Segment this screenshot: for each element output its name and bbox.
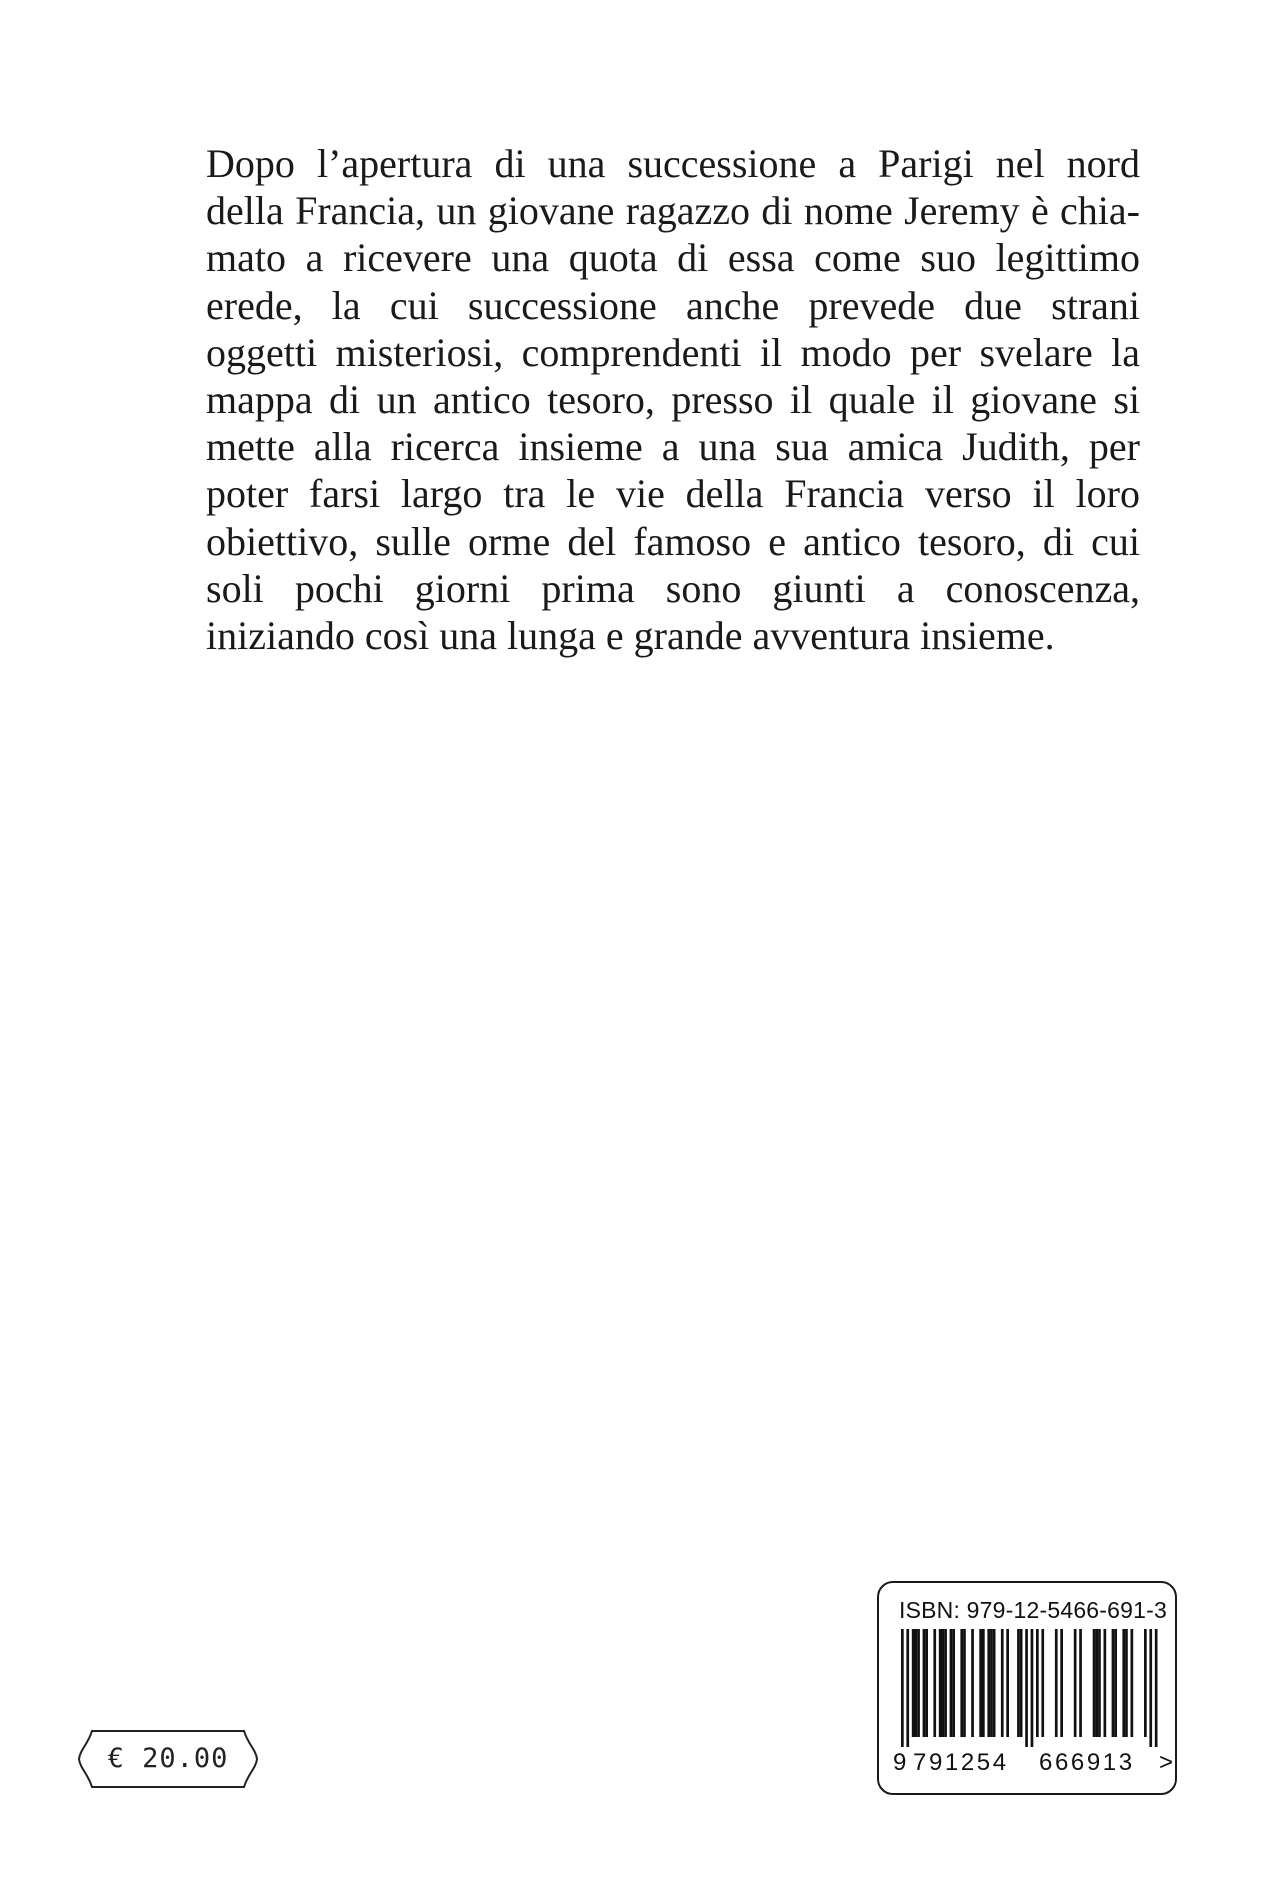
barcode-bar bbox=[1074, 1629, 1077, 1737]
barcode-bar bbox=[1095, 1629, 1098, 1737]
barcode-bar bbox=[960, 1629, 963, 1737]
barcode-digits-left: 791254 bbox=[913, 1749, 1009, 1776]
barcode-bar bbox=[952, 1629, 955, 1737]
blurb-line: iniziando così una lunga e grande avventura insieme. bbox=[206, 613, 1055, 659]
barcode-bar bbox=[1104, 1629, 1107, 1737]
barcode-bar bbox=[1093, 1629, 1096, 1737]
barcode-bar bbox=[987, 1629, 990, 1737]
barcode-bar bbox=[1144, 1629, 1147, 1737]
barcode-bar bbox=[939, 1629, 942, 1737]
barcode-bar bbox=[1020, 1629, 1023, 1737]
barcode-bar bbox=[917, 1629, 920, 1737]
barcode-digits bbox=[893, 1749, 1177, 1777]
barcode-bar bbox=[963, 1629, 966, 1737]
price-label: € 20.00 bbox=[107, 1743, 229, 1774]
barcode-bar bbox=[906, 1629, 909, 1747]
price-tag bbox=[78, 1730, 258, 1788]
barcode-bar bbox=[1017, 1629, 1020, 1737]
blurb-line: della Francia, un giovane ragazzo di nome Jeremy è chia- bbox=[206, 188, 1140, 234]
barcode-bar bbox=[1055, 1629, 1058, 1737]
blurb-line: mato a ricevere una quota di essa come suo legittimo bbox=[206, 235, 1140, 281]
isbn-label: ISBN: 979-12-5466-691-3 bbox=[899, 1597, 1167, 1623]
blurb-line: poter farsi largo tra le vie della Francia verso il loro bbox=[206, 471, 1140, 517]
barcode-bar bbox=[982, 1629, 985, 1737]
barcode-bar bbox=[1025, 1629, 1028, 1747]
barcode-bar bbox=[944, 1629, 947, 1737]
barcode-bar bbox=[1112, 1629, 1115, 1737]
barcode-bar bbox=[993, 1629, 996, 1737]
barcode-bar bbox=[1079, 1629, 1082, 1737]
barcode-bar bbox=[1006, 1629, 1009, 1737]
barcode-bar bbox=[1122, 1629, 1125, 1737]
blurb-line: erede, la cui successione anche prevede due strani bbox=[206, 282, 1140, 328]
blurb-line: obiettivo, sulle orme del famoso e antico tesoro, di cui bbox=[206, 518, 1140, 564]
barcode-bar bbox=[942, 1629, 945, 1737]
barcode-bar bbox=[1031, 1629, 1034, 1747]
barcode-arrow: > bbox=[1159, 1749, 1174, 1776]
barcode-bar bbox=[1001, 1629, 1004, 1737]
barcode-bar bbox=[901, 1629, 904, 1747]
barcode-bar bbox=[912, 1629, 915, 1737]
isbn-barcode-box bbox=[877, 1581, 1177, 1795]
blurb-line: mappa di un antico tesoro, presso il quale il giovane si bbox=[206, 377, 1140, 423]
blurb-line: oggetti misteriosi, comprendenti il modo per svelare la bbox=[206, 329, 1140, 375]
barcode-bar bbox=[950, 1629, 953, 1737]
barcode-bar bbox=[1060, 1629, 1063, 1737]
barcode-digits-right: 666913 bbox=[1039, 1749, 1135, 1776]
barcode-bar bbox=[1149, 1629, 1152, 1747]
blurb-line: soli pochi giorni prima sono giunti a conoscenza, bbox=[206, 565, 1140, 611]
barcode-bar bbox=[1131, 1629, 1134, 1737]
barcode bbox=[893, 1629, 1165, 1751]
back-cover-blurb bbox=[206, 140, 1140, 659]
barcode-bar bbox=[1036, 1629, 1039, 1737]
barcode-bar bbox=[1098, 1629, 1101, 1737]
barcode-bar bbox=[971, 1629, 974, 1737]
barcode-digit-lead: 9 bbox=[893, 1749, 907, 1776]
barcode-bar bbox=[925, 1629, 928, 1737]
barcode-bar bbox=[990, 1629, 993, 1737]
barcode-bar bbox=[1041, 1629, 1044, 1737]
barcode-bar bbox=[915, 1629, 918, 1737]
barcode-bar bbox=[933, 1629, 936, 1737]
barcode-bar bbox=[979, 1629, 982, 1737]
blurb-line: Dopo l’apertura di una successione a Parigi nel nord bbox=[206, 141, 1140, 186]
blurb-line: mette alla ricerca insieme a una sua amica Judith, per bbox=[206, 424, 1140, 470]
barcode-bar bbox=[1155, 1629, 1158, 1747]
barcode-bar bbox=[1114, 1629, 1117, 1737]
barcode-bar bbox=[1125, 1629, 1128, 1737]
barcode-bar bbox=[923, 1629, 926, 1737]
